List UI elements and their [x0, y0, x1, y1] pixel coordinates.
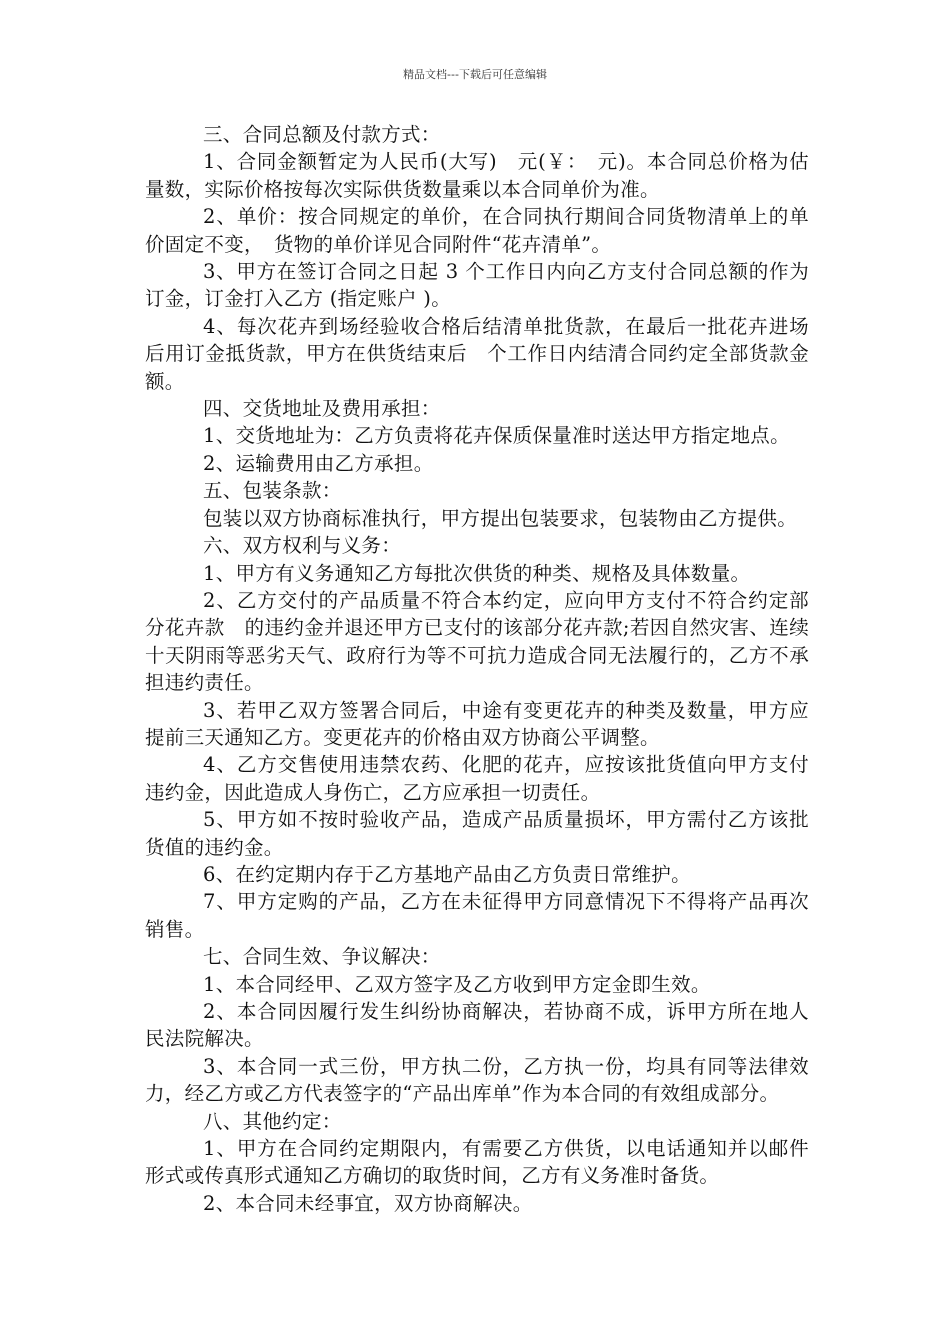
- section-heading-effect: 七、合同生效、争议解决：: [203, 945, 441, 969]
- document-body: [145, 121, 809, 1217]
- section-heading-delivery: 四、交货地址及费用承担：: [203, 397, 441, 421]
- clause-payment-1: 1、合同金额暂定为人民币(大写) 元(￥： 元)。本合同总价格为估量数，实际价格按每次实际供货数量乘以本合同单价为准。: [145, 150, 809, 201]
- clause-other-1: 1、甲方在合同约定期限内，有需要乙方供货，以电话通知并以邮件形式或传真形式通知乙方确切的取货时间，乙方有义务准时备货。: [145, 1137, 809, 1188]
- clause-rights-3: 3、若甲乙双方签署合同后，中途有变更花卉的种类及数量，甲方应提前三天通知乙方。变更花卉的价格由双方协商公平调整。: [145, 698, 809, 749]
- clause-rights-6: 6、在约定期内存于乙方基地产品由乙方负责日常维护。: [203, 862, 691, 886]
- clause-effect-1: 1、本合同经甲、乙双方签字及乙方收到甲方定金即生效。: [203, 972, 711, 996]
- clause-rights-4: 4、乙方交售使用违禁农药、化肥的花卉，应按该批货值向甲方支付违约金，因此造成人身伤亡，乙方应承担一切责任。: [145, 753, 809, 804]
- clause-delivery-2: 2、运输费用由乙方承担。: [203, 451, 434, 475]
- section-heading-packaging: 五、包装条款：: [203, 479, 342, 503]
- clause-rights-2: 2、乙方交付的产品质量不符合本约定，应向甲方支付不符合约定部分花卉款 的违约金并退还甲方已支付的该部分花卉款;若因自然灾害、连续十天阴雨等恶劣天气、政府行为等不可抗力造成合同无法履行的，乙方不承担违约责任。: [145, 588, 809, 695]
- clause-payment-2: 2、单价：按合同规定的单价，在合同执行期间合同货物清单上的单价固定不变， 货物的单价详见合同附件“花卉清单”。: [145, 205, 809, 256]
- section-heading-payment: 三、合同总额及付款方式：: [203, 123, 441, 146]
- section-heading-other: 八、其他约定：: [203, 1109, 342, 1133]
- clause-delivery-1: 1、交货地址为：乙方负责将花卉保质保量准时送达甲方指定地点。: [203, 424, 790, 448]
- clause-effect-3: 3、本合同一式三份，甲方执二份，乙方执一份，均具有同等法律效力，经乙方或乙方代表签字的“产品出库单”作为本合同的有效组成部分。: [145, 1054, 809, 1106]
- clause-payment-4: 4、每次花卉到场经验收合格后结清单批货款，在最后一批花卉进场后用订金抵货款，甲方在供货结束后 个工作日内结清合同约定全部货款金额。: [145, 314, 809, 393]
- clause-rights-5: 5、甲方如不按时验收产品，造成产品质量损坏，甲方需付乙方该批货值的违约金。: [145, 808, 809, 859]
- clause-rights-7: 7、甲方定购的产品，乙方在未征得甲方同意情况下不得将产品再次销售。: [145, 890, 809, 941]
- section-heading-rights: 六、双方权利与义务：: [203, 534, 402, 558]
- page-header: 精品文档---下载后可任意编辑: [403, 68, 547, 81]
- clause-payment-3: 3、甲方在签订合同之日起 3 个工作日内向乙方支付合同总额的作为订金，订金打入乙方 (指定账户 )。: [145, 260, 809, 311]
- clause-packaging-1: 包装以双方协商标准执行，甲方提出包装要求，包装物由乙方提供。: [203, 506, 798, 530]
- clause-rights-1: 1、甲方有义务通知乙方每批次供货的种类、规格及具体数量。: [203, 561, 751, 585]
- clause-other-2: 2、本合同未经事宜，双方协商解决。: [203, 1191, 533, 1215]
- clause-effect-2: 2、本合同因履行发生纠纷协商解决，若协商不成，诉甲方所在地人民法院解决。: [145, 1000, 809, 1051]
